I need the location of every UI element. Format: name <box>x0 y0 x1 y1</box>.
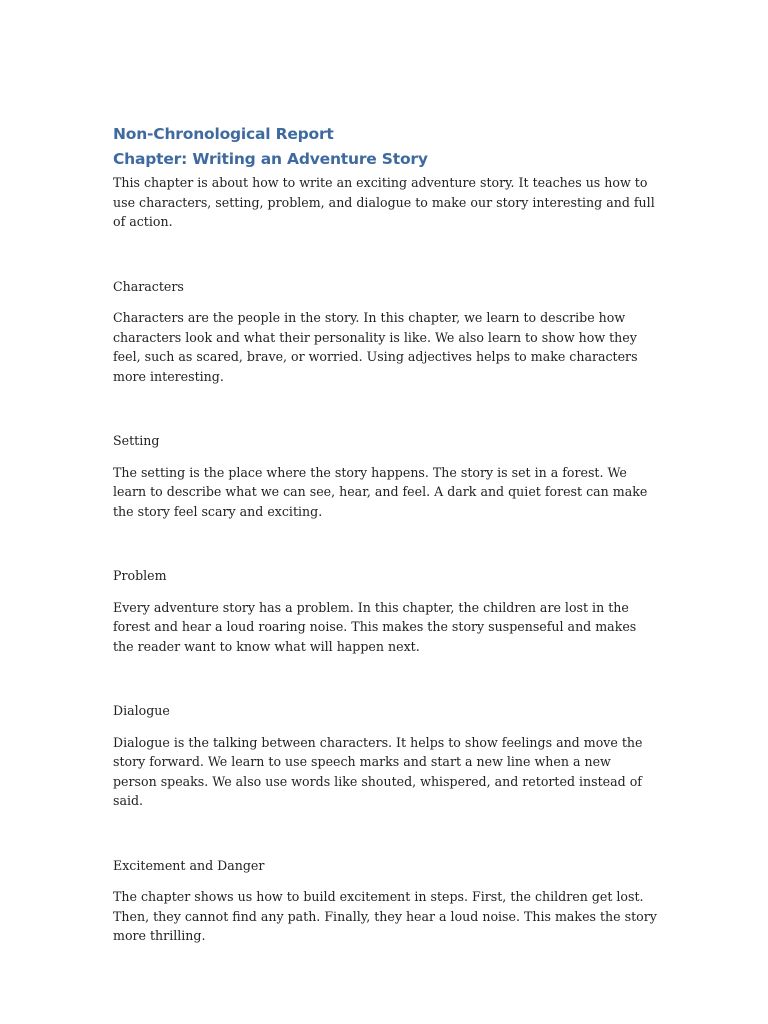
section-dialogue <box>113 701 658 811</box>
intro-paragraph: This chapter is about how to write an exciting adventure story. It teaches us how to use characters, setting, problem, and dialogue to make our story interesting and full of action. <box>113 175 655 229</box>
section-heading: Problem <box>113 568 167 583</box>
section-heading: Setting <box>113 433 160 448</box>
section-body: The setting is the place where the story happens. The story is set in a forest. We learn to describe what we can see, hear, and feel. A dark and quiet forest can make the story feel scary and exciting. <box>113 464 648 519</box>
section-body: Every adventure story has a problem. In this chapter, the children are lost in the forest and hear a loud roaring noise. This makes the story suspenseful and makes the reader want to know what will happen next. <box>113 599 637 654</box>
section-characters <box>113 277 658 387</box>
section-body: Characters are the people in the story. In this chapter, we learn to describe how characters look and what their personality is like. We also learn to show how they feel, such as scared, brave, or worried. Using adjectives helps to make characters more interesting. <box>113 310 638 384</box>
document-page <box>113 122 658 946</box>
section-heading: Excitement and Danger <box>113 857 265 873</box>
section-body: The chapter shows us how to build excitement in steps. First, the children get lost. Then, they cannot find any path. Finally, they hear a loud noise. This makes the story more thrilling. <box>113 889 657 943</box>
section-heading: Dialogue <box>113 703 170 718</box>
section-heading: Characters <box>113 278 184 294</box>
section-excitement-and-danger <box>113 856 658 946</box>
section-body: Dialogue is the talking between characters. It helps to show feelings and move the story forward. We learn to use speech marks and start a new line when a new person speaks. We also use words like shouted, whispered, and retorted instead of said. <box>113 734 643 808</box>
document-subtitle: Chapter: Writing an Adventure Story <box>113 150 428 168</box>
section-problem <box>113 566 658 656</box>
section-setting <box>113 431 658 521</box>
document-title: Non-Chronological Report <box>113 125 334 143</box>
